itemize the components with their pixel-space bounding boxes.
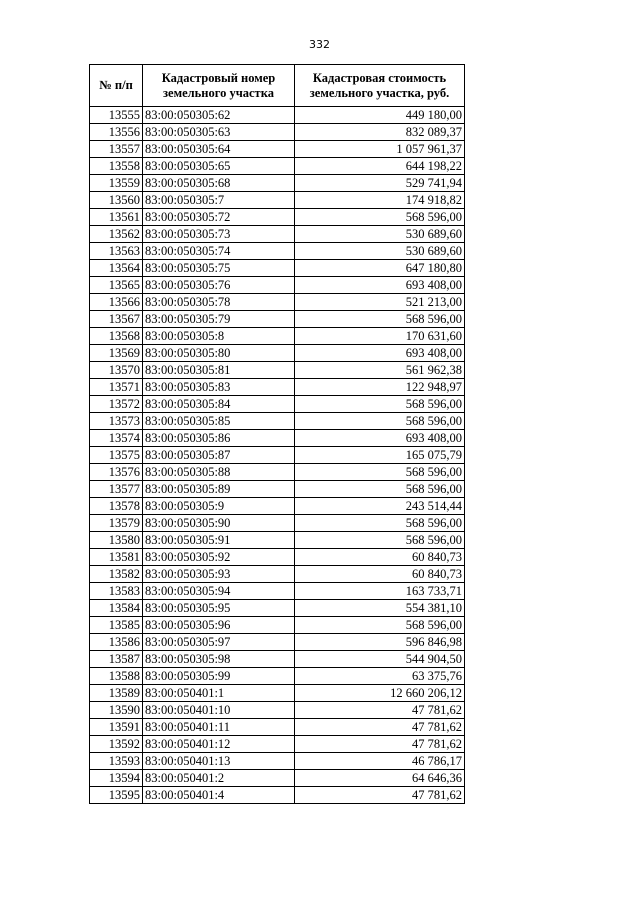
table-header-row (90, 65, 465, 107)
row-number-cell: 13567 (90, 311, 143, 328)
table-row (90, 600, 465, 617)
cadastral-value-cell: 568 596,00 (295, 532, 465, 549)
cadastral-number-cell: 83:00:050305:90 (143, 515, 295, 532)
row-number-cell: 13585 (90, 617, 143, 634)
cadastral-value-cell: 60 840,73 (295, 549, 465, 566)
row-number-cell: 13594 (90, 770, 143, 787)
cadastral-value-cell: 122 948,97 (295, 379, 465, 396)
row-number-cell: 13578 (90, 498, 143, 515)
table-row (90, 226, 465, 243)
row-number-cell: 13564 (90, 260, 143, 277)
cadastral-number-cell: 83:00:050401:10 (143, 702, 295, 719)
cadastral-value-cell: 64 646,36 (295, 770, 465, 787)
cadastral-number-cell: 83:00:050305:75 (143, 260, 295, 277)
table-row (90, 685, 465, 702)
table-row (90, 719, 465, 736)
cadastral-value-cell: 47 781,62 (295, 702, 465, 719)
cadastral-number-cell: 83:00:050305:95 (143, 600, 295, 617)
cadastral-number-cell: 83:00:050305:72 (143, 209, 295, 226)
cadastral-value-cell: 647 180,80 (295, 260, 465, 277)
cadastral-value-cell: 568 596,00 (295, 413, 465, 430)
row-number-cell: 13572 (90, 396, 143, 413)
cadastral-number-cell: 83:00:050305:81 (143, 362, 295, 379)
row-number-cell: 13588 (90, 668, 143, 685)
cadastral-value-cell: 554 381,10 (295, 600, 465, 617)
row-number-cell: 13587 (90, 651, 143, 668)
cadastral-value-cell: 832 089,37 (295, 124, 465, 141)
cadastral-value-cell: 163 733,71 (295, 583, 465, 600)
cadastral-number-cell: 83:00:050401:11 (143, 719, 295, 736)
row-number-cell: 13589 (90, 685, 143, 702)
cadastral-number-cell: 83:00:050305:87 (143, 447, 295, 464)
cadastral-value-cell: 521 213,00 (295, 294, 465, 311)
cadastral-number-cell: 83:00:050305:94 (143, 583, 295, 600)
table-row (90, 753, 465, 770)
cadastral-value-cell: 46 786,17 (295, 753, 465, 770)
row-number-cell: 13580 (90, 532, 143, 549)
row-number-cell: 13593 (90, 753, 143, 770)
row-number-cell: 13555 (90, 107, 143, 124)
cadastral-number-cell: 83:00:050401:1 (143, 685, 295, 702)
row-number-cell: 13570 (90, 362, 143, 379)
table-row (90, 532, 465, 549)
table-row (90, 515, 465, 532)
cadastral-number-cell: 83:00:050305:84 (143, 396, 295, 413)
cadastral-value-cell: 529 741,94 (295, 175, 465, 192)
cadastral-number-cell: 83:00:050305:73 (143, 226, 295, 243)
cadastral-value-cell: 568 596,00 (295, 617, 465, 634)
cadastral-number-cell: 83:00:050305:92 (143, 549, 295, 566)
cadastral-number-cell: 83:00:050305:7 (143, 192, 295, 209)
header-number: № п/п (90, 65, 143, 107)
cadastral-number-cell: 83:00:050305:83 (143, 379, 295, 396)
cadastral-number-cell: 83:00:050305:65 (143, 158, 295, 175)
cadastral-number-cell: 83:00:050401:12 (143, 736, 295, 753)
row-number-cell: 13559 (90, 175, 143, 192)
row-number-cell: 13558 (90, 158, 143, 175)
row-number-cell: 13556 (90, 124, 143, 141)
table-body (90, 107, 465, 804)
header-cadastral-number: Кадастровый номер земельного участка (143, 65, 295, 107)
cadastral-value-cell: 165 075,79 (295, 447, 465, 464)
table-row (90, 583, 465, 600)
row-number-cell: 13568 (90, 328, 143, 345)
cadastral-value-cell: 693 408,00 (295, 345, 465, 362)
row-number-cell: 13591 (90, 719, 143, 736)
row-number-cell: 13562 (90, 226, 143, 243)
table-row (90, 430, 465, 447)
row-number-cell: 13590 (90, 702, 143, 719)
cadastral-value-cell: 243 514,44 (295, 498, 465, 515)
cadastral-value-cell: 530 689,60 (295, 243, 465, 260)
table-row (90, 243, 465, 260)
table-row (90, 651, 465, 668)
table-row (90, 787, 465, 804)
cadastral-number-cell: 83:00:050305:9 (143, 498, 295, 515)
cadastral-value-cell: 1 057 961,37 (295, 141, 465, 158)
cadastral-value-cell: 568 596,00 (295, 515, 465, 532)
row-number-cell: 13561 (90, 209, 143, 226)
cadastral-value-cell: 693 408,00 (295, 430, 465, 447)
cadastral-number-cell: 83:00:050401:13 (143, 753, 295, 770)
table-row (90, 481, 465, 498)
cadastral-table (89, 64, 465, 804)
cadastral-number-cell: 83:00:050305:80 (143, 345, 295, 362)
table-row (90, 175, 465, 192)
cadastral-value-cell: 544 904,50 (295, 651, 465, 668)
cadastral-number-cell: 83:00:050305:86 (143, 430, 295, 447)
table-row (90, 260, 465, 277)
table-row (90, 294, 465, 311)
cadastral-number-cell: 83:00:050305:64 (143, 141, 295, 158)
row-number-cell: 13571 (90, 379, 143, 396)
row-number-cell: 13584 (90, 600, 143, 617)
cadastral-number-cell: 83:00:050305:89 (143, 481, 295, 498)
table-row (90, 396, 465, 413)
table-row (90, 617, 465, 634)
cadastral-value-cell: 170 631,60 (295, 328, 465, 345)
table-row (90, 447, 465, 464)
row-number-cell: 13574 (90, 430, 143, 447)
cadastral-number-cell: 83:00:050305:85 (143, 413, 295, 430)
cadastral-value-cell: 568 596,00 (295, 209, 465, 226)
cadastral-value-cell: 568 596,00 (295, 396, 465, 413)
cadastral-number-cell: 83:00:050305:62 (143, 107, 295, 124)
row-number-cell: 13581 (90, 549, 143, 566)
cadastral-number-cell: 83:00:050305:93 (143, 566, 295, 583)
row-number-cell: 13595 (90, 787, 143, 804)
table-row (90, 549, 465, 566)
cadastral-value-cell: 530 689,60 (295, 226, 465, 243)
cadastral-number-cell: 83:00:050305:97 (143, 634, 295, 651)
table-row (90, 566, 465, 583)
cadastral-number-cell: 83:00:050305:78 (143, 294, 295, 311)
cadastral-value-cell: 60 840,73 (295, 566, 465, 583)
cadastral-value-cell: 174 918,82 (295, 192, 465, 209)
table-row (90, 345, 465, 362)
row-number-cell: 13586 (90, 634, 143, 651)
cadastral-number-cell: 83:00:050305:74 (143, 243, 295, 260)
cadastral-number-cell: 83:00:050305:63 (143, 124, 295, 141)
table-row (90, 362, 465, 379)
row-number-cell: 13569 (90, 345, 143, 362)
table-row (90, 668, 465, 685)
cadastral-value-cell: 561 962,38 (295, 362, 465, 379)
cadastral-value-cell: 644 198,22 (295, 158, 465, 175)
cadastral-value-cell: 568 596,00 (295, 311, 465, 328)
row-number-cell: 13579 (90, 515, 143, 532)
table-row (90, 192, 465, 209)
table-row (90, 736, 465, 753)
row-number-cell: 13560 (90, 192, 143, 209)
cadastral-value-cell: 47 781,62 (295, 736, 465, 753)
table-row (90, 770, 465, 787)
row-number-cell: 13575 (90, 447, 143, 464)
cadastral-number-cell: 83:00:050401:4 (143, 787, 295, 804)
cadastral-value-cell: 63 375,76 (295, 668, 465, 685)
table-row (90, 277, 465, 294)
cadastral-number-cell: 83:00:050305:76 (143, 277, 295, 294)
cadastral-value-cell: 596 846,98 (295, 634, 465, 651)
header-cadastral-value: Кадастровая стоимость земельного участка, руб. (295, 65, 465, 107)
cadastral-value-cell: 693 408,00 (295, 277, 465, 294)
cadastral-number-cell: 83:00:050305:99 (143, 668, 295, 685)
table-row (90, 413, 465, 430)
row-number-cell: 13566 (90, 294, 143, 311)
cadastral-number-cell: 83:00:050305:8 (143, 328, 295, 345)
table-row (90, 379, 465, 396)
page-number: 332 (309, 38, 330, 51)
row-number-cell: 13565 (90, 277, 143, 294)
cadastral-value-cell: 449 180,00 (295, 107, 465, 124)
row-number-cell: 13563 (90, 243, 143, 260)
cadastral-number-cell: 83:00:050305:68 (143, 175, 295, 192)
row-number-cell: 13576 (90, 464, 143, 481)
cadastral-value-cell: 568 596,00 (295, 481, 465, 498)
row-number-cell: 13582 (90, 566, 143, 583)
table-row (90, 702, 465, 719)
row-number-cell: 13592 (90, 736, 143, 753)
cadastral-number-cell: 83:00:050305:88 (143, 464, 295, 481)
cadastral-value-cell: 47 781,62 (295, 719, 465, 736)
cadastral-number-cell: 83:00:050305:96 (143, 617, 295, 634)
table-row (90, 464, 465, 481)
table-row (90, 141, 465, 158)
row-number-cell: 13577 (90, 481, 143, 498)
table-row (90, 209, 465, 226)
table-row (90, 311, 465, 328)
cadastral-value-cell: 47 781,62 (295, 787, 465, 804)
cadastral-number-cell: 83:00:050305:79 (143, 311, 295, 328)
table-row (90, 158, 465, 175)
table-row (90, 328, 465, 345)
cadastral-number-cell: 83:00:050401:2 (143, 770, 295, 787)
cadastral-number-cell: 83:00:050305:91 (143, 532, 295, 549)
row-number-cell: 13573 (90, 413, 143, 430)
table-row (90, 124, 465, 141)
cadastral-value-cell: 12 660 206,12 (295, 685, 465, 702)
table-row (90, 498, 465, 515)
table-row (90, 634, 465, 651)
row-number-cell: 13557 (90, 141, 143, 158)
cadastral-value-cell: 568 596,00 (295, 464, 465, 481)
table-row (90, 107, 465, 124)
cadastral-number-cell: 83:00:050305:98 (143, 651, 295, 668)
row-number-cell: 13583 (90, 583, 143, 600)
